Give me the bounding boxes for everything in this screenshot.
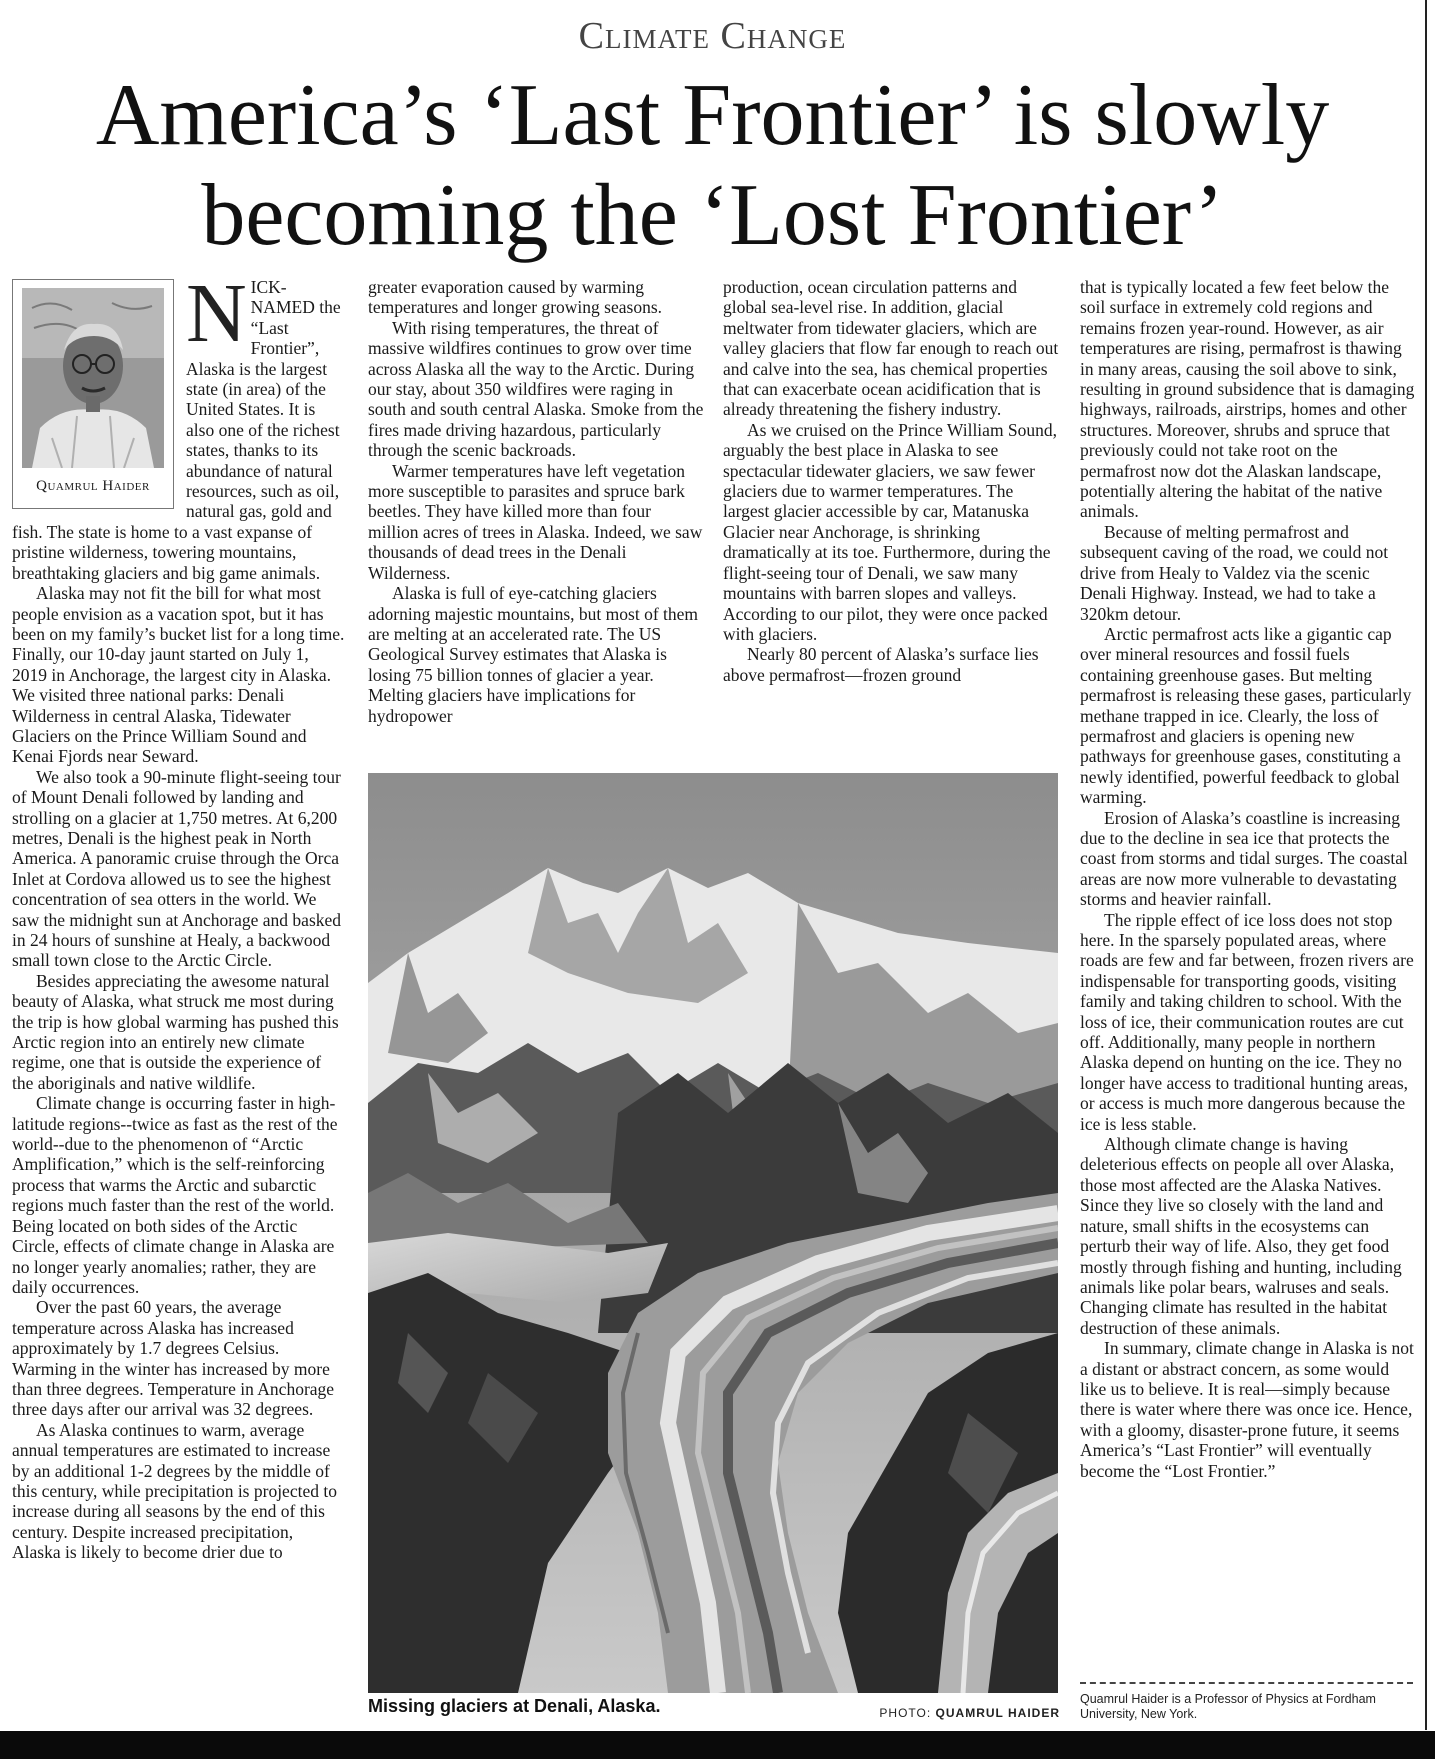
photo-credit	[870, 1706, 1060, 1720]
author-box	[12, 279, 174, 509]
photo-caption: Missing glaciers at Denali, Alaska.	[368, 1696, 661, 1716]
article-paragraph: Warmer temperatures have left vegetation more susceptible to parasites and spruce bark beetles. They have killed more than four million acres of trees in Alaska. Indeed, we saw thousands of dead trees in the Denali Wilderness.	[368, 460, 703, 583]
article-column-3	[723, 277, 1060, 685]
article-paragraph: We also took a 90-minute flight-seeing tour of Mount Denali followed by landing and strolling on a glacier at 1,750 metres. At 6,200 metres, Denali is the highest peak in North America. A panoramic cruise through the Orca Inlet at Cordova allowed us to see the highest concentration of sea otters in the world. We saw the midnight sun at Anchorage and basked in 24 hours of sunshine at Healy, a backwood small town close to the Arctic Circle.	[12, 766, 342, 971]
author-name: Quamrul Haider	[36, 478, 150, 494]
article-paragraph: Climate change is occurring faster in high-latitude regions--twice as fast as the rest of the world--due to the phenomenon of “Arctic Amplification,” which is the self-reinforcing process that warms the Arctic and subarctic regions much faster than the rest of the world. Being located on both sides of the Arctic Circle, effects of climate change in Alaska are no longer yearly anomalies; rather, they are daily occurrences.	[12, 1093, 338, 1297]
article-paragraph: Alaska is full of eye-catching glaciers adorning majestic mountains, but most of them are melting at an accelerated rate. The US Geological Survey estimates that Alaska is losing 75 billion tonnes of glacier a year. Melting glaciers have implications for hydropower	[368, 583, 699, 726]
article-paragraph: As we cruised on the Prince William Sound, arguably the best place in Alaska to see spectacular tidewater glaciers, we saw fewer glaciers due to warmer temperatures. The largest glacier accessible by car, Matanuska Glacier near Anchorage, is shrinking dramatically at its toe. Furthermore, during the flight-seeing tour of Denali, we saw many mountains with barren slopes and valleys. According to our pilot, they were once packed with glaciers.	[723, 419, 1058, 644]
article-paragraph: Arctic permafrost acts like a gigantic cap over mineral resources and fossil fuels containing greenhouse gases. But melting permafrost is releasing these gases, particularly methane trapped in ice. Clearly, the loss of permafrost and glaciers is opening new pathways for greenhouse gases, constituting a newly identified, powerful feedback to global warming.	[1080, 623, 1412, 808]
drop-cap: N	[186, 267, 247, 360]
article-paragraph: With rising temperatures, the threat of massive wildfires continues to grow over time across Alaska all the way to the Arctic. During our stay, about 350 wildfires were raging in south and south central Alaska. Smoke from the fires made driving hazardous, particularly through the scenic backroads.	[368, 317, 704, 461]
article-paragraph: Erosion of Alaska’s coastline is increasing due to the decline in sea ice that protects the coast from storms and tidal surges. The coastal areas are now more vulnerable to devastating storms and heavier rainfall.	[1080, 807, 1408, 910]
headline-line-2: becoming the ‘Lost Frontier’	[201, 167, 1224, 264]
article-paragraph: Although climate change is having deleterious effects on people all over Alaska, those most affected are the Alaska Natives. Since they live so closely with the land and nature, small shifts in the ecosystems can perturb their way of life. Also, they get food mostly through fishing and hunting, including animals like polar bears, walruses and seals. Changing climate has resulted in the habitat destruction of these animals.	[1080, 1134, 1402, 1338]
article-column-2	[368, 277, 705, 726]
photo-credit-label: PHOTO:	[879, 1706, 932, 1720]
article-paragraph: In summary, climate change in Alaska is not a distant or abstract concern, as some would like us to believe. It is real—simply because there is water where there was once ice. Hence, with a gloomy, disaster-prone future, it seems America’s “Last Frontier” will eventually become the “Lost Frontier.”	[1080, 1338, 1414, 1481]
article-column-4	[1080, 277, 1416, 1481]
author-portrait	[22, 288, 164, 468]
section-label: Climate Change	[578, 15, 847, 57]
article-column-1	[12, 267, 345, 1563]
article-paragraph-continued: greater evaporation caused by warming temperatures and longer growing seasons.	[368, 277, 663, 318]
lead-text: the “Last Frontier”, Alaska is the largest state (in area) of the United States. It is also one of the richest states, thanks to its abundance of natural resources, such as oil, natural gas, gold and fish. The state is home to a vast expanse of pristine wilderness, towering mountains, breathtaking glaciers and big game animals.	[12, 297, 341, 583]
article-paragraph: As Alaska continues to warm, average annual temperatures are estimated to increase by an additional 1-2 degrees by the middle of this century, while precipitation is projected to increase during all seasons by the end of this century. Despite increased precipitation, Alaska is likely to become drier due to	[12, 1419, 337, 1563]
article-paragraph-continued: production, ocean circulation patterns and global sea-level rise. In addition, glacial meltwater from tidewater glaciers, which are valley glaciers that flow far enough to reach out and calve into the sea, has chemical properties that can exacerbate ocean acidification that is already threatening the fishery industry.	[723, 277, 1059, 420]
headline-line-1: America’s ‘Last Frontier’ is slowly	[95, 67, 1330, 164]
article-paragraph: Nearly 80 percent of Alaska’s surface lies above permafrost—frozen ground	[723, 644, 1039, 685]
article-paragraph: The ripple effect of ice loss does not stop here. In the sparsely populated areas, where roads are few and far between, frozen rivers are indispensable for transporting goods, visiting family and taking children to school. With the loss of ice, their communication routes are cut off. Additionally, many people in northern Alaska depend on hunting on the ice. They no longer have access to traditional hunting areas, or access is much more dangerous because the ice is less stable.	[1080, 909, 1414, 1134]
article-paragraph: Over the past 60 years, the average temperature across Alaska has increased approximately by 1.7 degrees Celsius. Warming in the winter has increased by more than three degrees. Temperature in Anchorage three days after our arrival was 32 degrees.	[12, 1297, 335, 1420]
page-bottom-bar	[0, 1731, 1435, 1759]
article-paragraph: Because of melting permafrost and subsequent caving of the road, we could not drive from Healy to Valdez via the scenic Denali Highway. Instead, we had to take a 320km detour.	[1080, 521, 1389, 624]
article-paragraph: Alaska may not fit the bill for what most people envision as a vacation spot, but it has been on my family’s bucket list for a long time. Finally, our 10-day jaunt started on July 1, 2019 in Anchorage, the largest city in Alaska. We visited three national parks: Denali Wilderness in central Alaska, Tidewater Glaciers on the Prince William Sound and Kenai Fjords near Seward.	[12, 583, 345, 767]
article-paragraph: Besides appreciating the awesome natural beauty of Alaska, what struck me most during the trip is how global warming has pushed this Arctic region into an entirely new climate regime, one that is outside the experience of the aboriginals and native wildlife.	[12, 970, 339, 1093]
bio-divider	[1080, 1682, 1413, 1684]
author-bio: Quamrul Haider is a Professor of Physics at Fordham University, New York.	[1080, 1692, 1376, 1721]
lead-smallcaps: ICK-NAMED	[250, 277, 315, 318]
article-paragraph-continued: that is typically located a few feet below the soil surface in extremely cold regions and remains frozen year-round. However, as air temperatures are rising, permafrost is thawing in many areas, causing the soil above to sink, resulting in ground subsidence that is damaging highways, railroads, airstrips, homes and other structures. Moreover, shrubs and spruce that previously could not take root on the permafrost now dot the Alaskan landscape, potentially altering the habitat of the native animals.	[1080, 277, 1415, 522]
glacier-photo	[368, 773, 1058, 1693]
page-edge-rule	[1425, 0, 1427, 1730]
photo-credit-name: QUAMRUL HAIDER	[935, 1706, 1060, 1720]
headline	[0, 66, 1425, 266]
